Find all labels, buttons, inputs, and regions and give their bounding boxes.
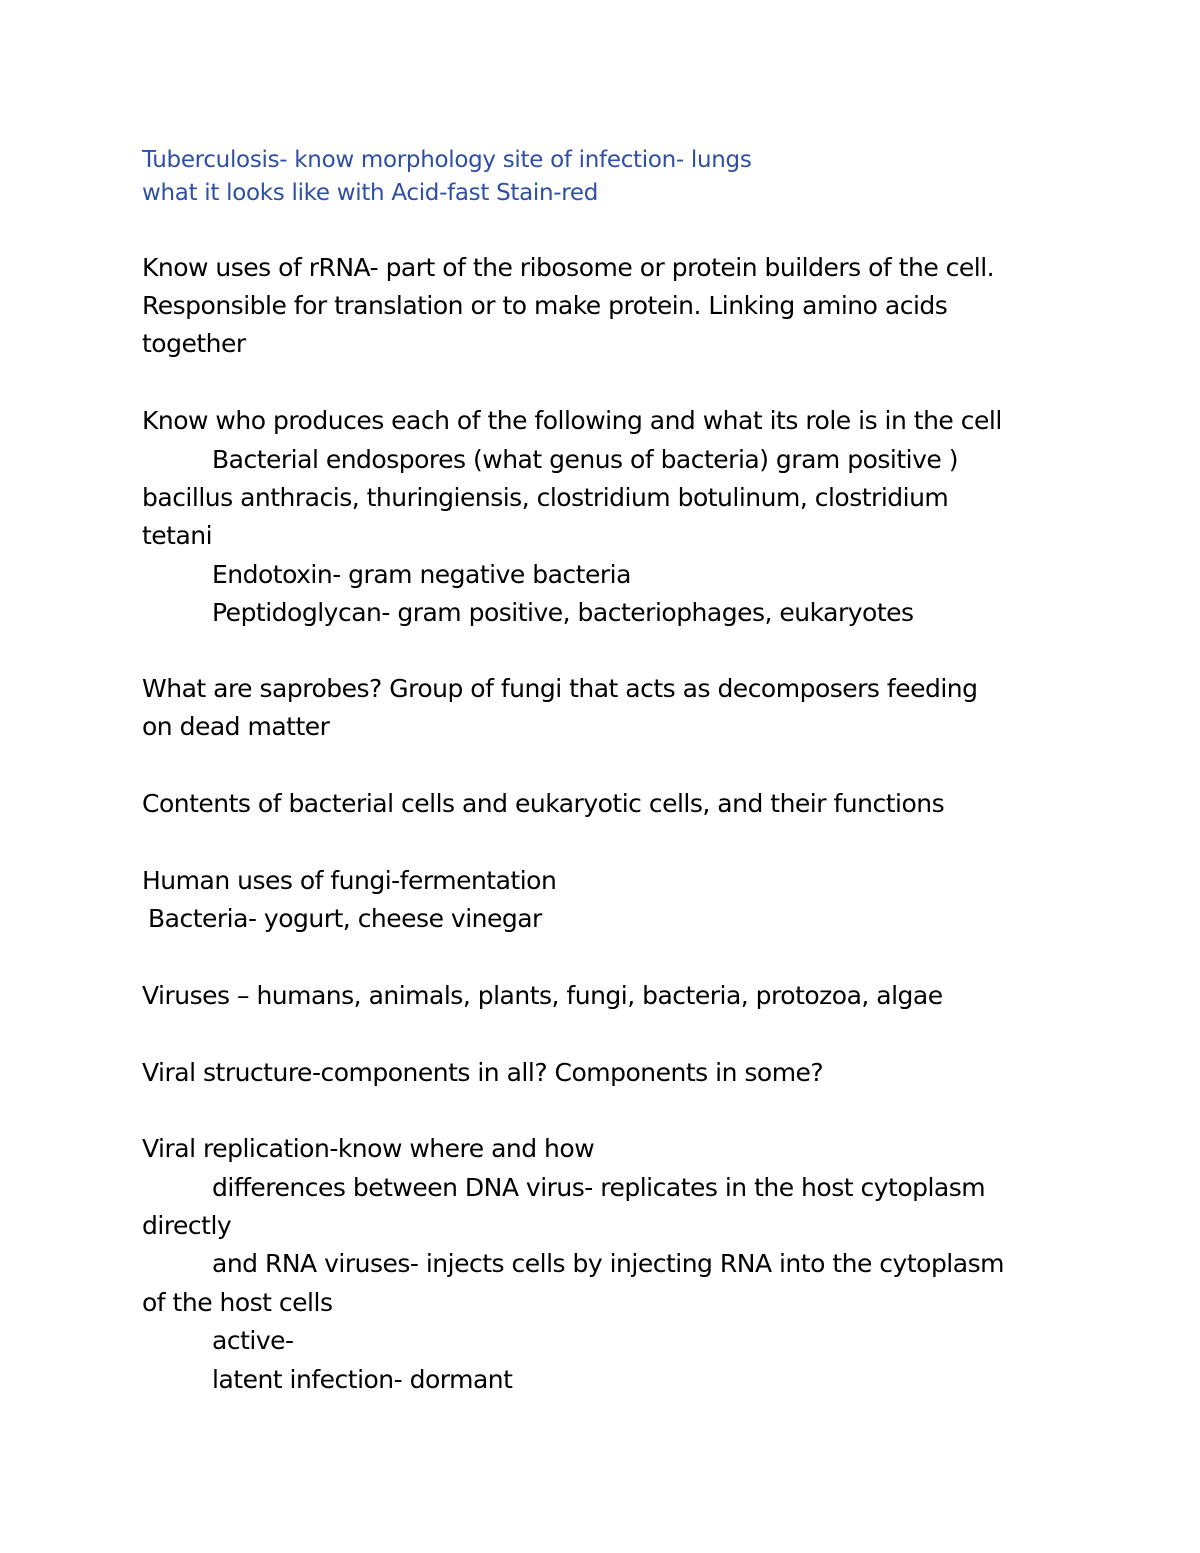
rrna-line-3: together	[142, 329, 246, 358]
contents-line: Contents of bacterial cells and eukaryotic cells, and their functions	[142, 789, 945, 818]
replication-line-3: directly	[142, 1211, 232, 1240]
endotoxin-line: Endotoxin- gram negative bacteria	[212, 560, 631, 589]
endospores-line-1: Bacterial endospores (what genus of bacteria) gram positive )	[212, 445, 958, 474]
heading-line-1: Tuberculosis- know morphology site of infection- lungs	[142, 147, 752, 173]
replication-line-6: active-	[212, 1326, 294, 1355]
replication-line-2: differences between DNA virus- replicates in the host cytoplasm	[212, 1173, 986, 1202]
saprobes-line-2: on dead matter	[142, 712, 330, 741]
producers-intro: Know who produces each of the following and what its role is in the cell	[142, 406, 1002, 435]
endospores-line-2: bacillus anthracis, thuringiensis, clostridium botulinum, clostridium	[142, 483, 949, 512]
fungi-line-2: Bacteria- yogurt, cheese vinegar	[148, 904, 542, 933]
rrna-line-1: Know uses of rRNA- part of the ribosome or protein builders of the cell.	[142, 253, 995, 282]
saprobes-line-1: What are saprobes? Group of fungi that acts as decomposers feeding	[142, 674, 978, 703]
viruses-line: Viruses – humans, animals, plants, fungi, bacteria, protozoa, algae	[142, 981, 943, 1010]
heading-line-2: what it looks like with Acid-fast Stain-red	[142, 180, 599, 206]
replication-line-7: latent infection- dormant	[212, 1365, 513, 1394]
endospores-line-3: tetani	[142, 521, 213, 550]
replication-line-4: and RNA viruses- injects cells by injecting RNA into the cytoplasm	[212, 1249, 1004, 1278]
fungi-line-1: Human uses of fungi-fermentation	[142, 866, 557, 895]
replication-line-5: of the host cells	[142, 1288, 333, 1317]
structure-line: Viral structure-components in all? Components in some?	[142, 1058, 824, 1087]
replication-line-1: Viral replication-know where and how	[142, 1134, 595, 1163]
rrna-line-2: Responsible for translation or to make protein. Linking amino acids	[142, 291, 948, 320]
peptidoglycan-line: Peptidoglycan- gram positive, bacteriophages, eukaryotes	[212, 598, 914, 627]
